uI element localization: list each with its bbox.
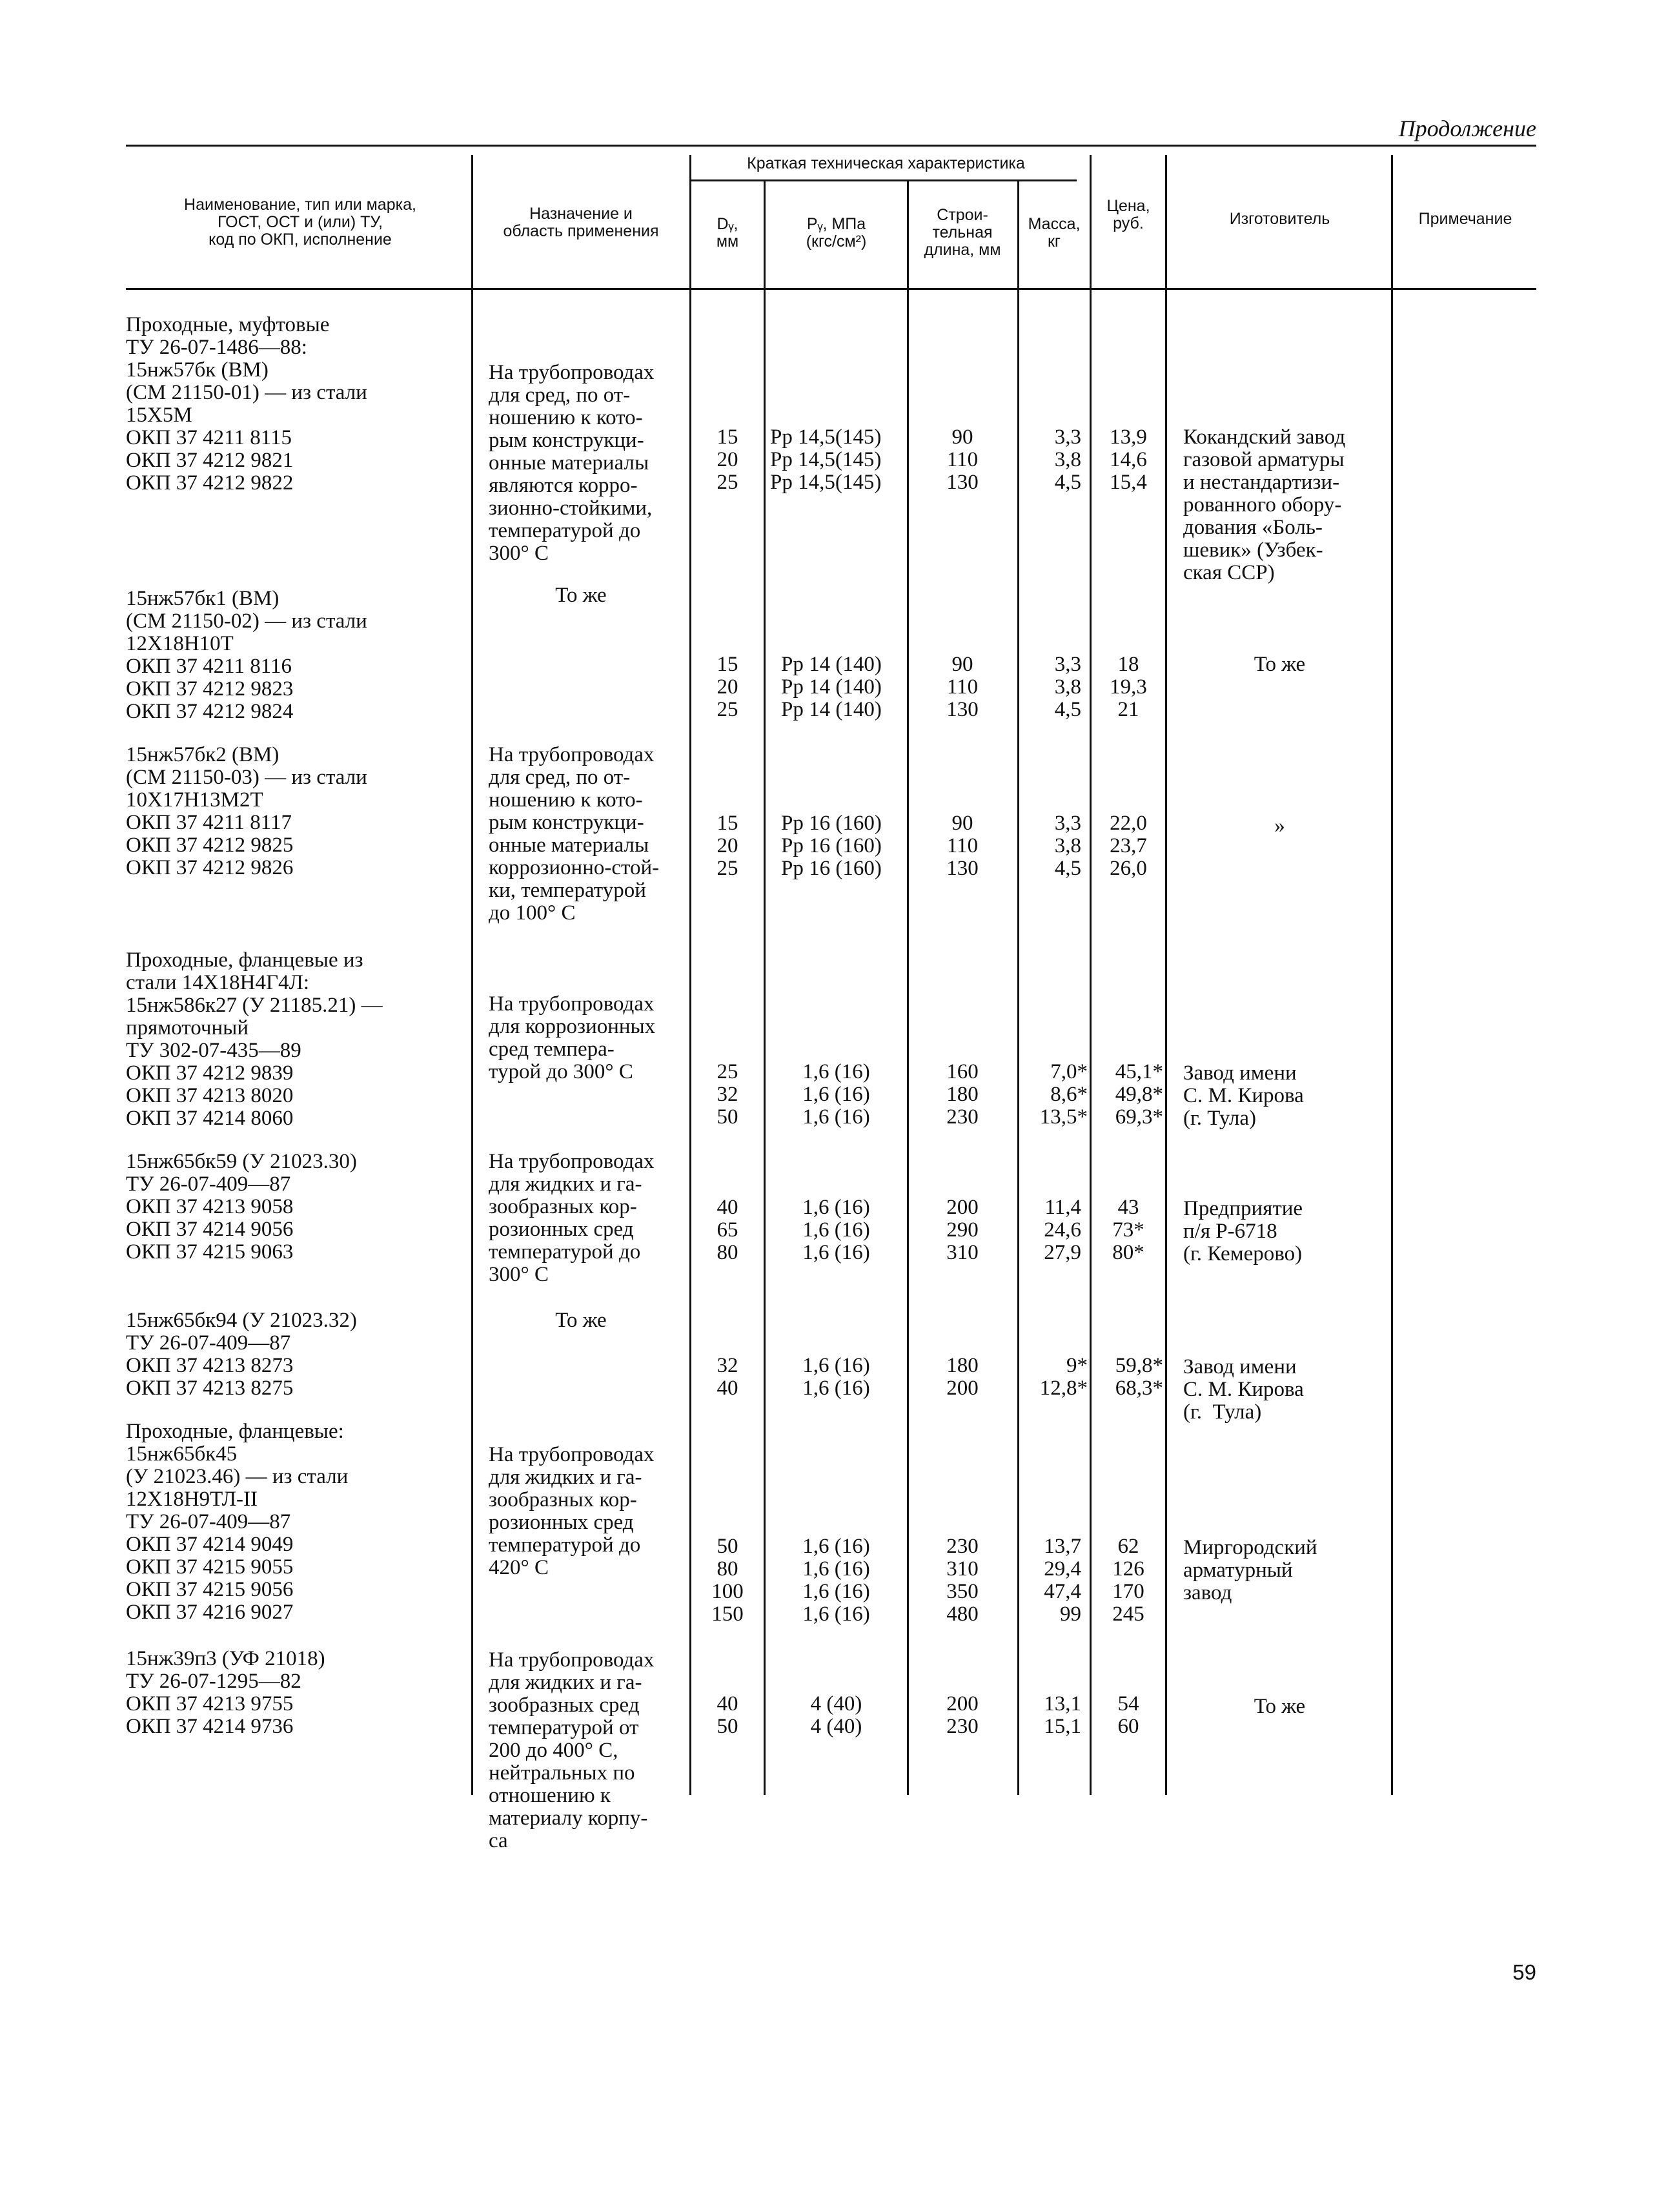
row7-name: Проходные, фланцевые: 15нж65бк45 (У 21023.46) — из стали 12Х18Н9ТЛ-II ТУ 26-07-409—87 ОКП 37 4214 9049 ОКП 37 4215 9055 ОКП 37 4215 9056 ОКП 37 4216 9027: [126, 1420, 349, 1624]
row2-length: 90 110 130: [946, 653, 979, 721]
row1-dy: 15 20 25: [717, 425, 738, 494]
row5-purpose: На трубопроводах для жидких и га- зообразных кор- розионных сред температурой до 300° С: [489, 1150, 655, 1286]
row1-name: Проходные, муфтовые ТУ 26-07-1486—88: 15нж57бк (ВМ) (СМ 21150-01) — из стали 15Х5М ОКП 37 4211 8115 ОКП 37 4212 9821 ОКП 37 4212 9822: [126, 313, 367, 495]
col-divider-8: [1391, 155, 1393, 1795]
col-divider-2: [689, 155, 691, 1795]
row6-mass: 9* 12,8*: [1039, 1354, 1088, 1400]
row4-name: Проходные, фланцевые из стали 14Х18Н4Г4Л: 15нж586к27 (У 21185.21) — прямоточный ТУ 302-07-435—89 ОКП 37 4212 9839 ОКП 37 4213 8020 ОКП 37 4214 8060: [126, 948, 383, 1130]
row7-py: 1,6 (16) 1,6 (16) 1,6 (16) 1,6 (16): [802, 1535, 870, 1626]
row7-mass: 13,7 29,4 47,4 99: [1044, 1535, 1081, 1626]
row5-name: 15нж65бк59 (У 21023.30) ТУ 26-07-409—87 ОКП 37 4213 9058 ОКП 37 4214 9056 ОКП 37 4215 9063: [126, 1150, 357, 1264]
row3-mass: 3,3 3,8 4,5: [1054, 812, 1081, 880]
row6-maker: Завод имени С. М. Кирова (г. Тула): [1183, 1355, 1304, 1424]
row3-purpose: На трубопроводах для сред, по от- ношению к кото- рым конструкци- онные материалы коррозионно-стой- ки, температурой до 100° С: [489, 743, 660, 925]
row4-py: 1,6 (16) 1,6 (16) 1,6 (16): [802, 1060, 870, 1129]
row8-price: 54 60: [1117, 1692, 1139, 1738]
row1-purpose: На трубопроводах для сред, по от- ношению к кото- рым конструкци- онные материалы являются корро- зионно-стойкими, температурой до 300° С: [489, 361, 655, 565]
row6-purpose: То же: [555, 1309, 607, 1332]
row4-price: 45,1* 49,8* 69,3*: [1115, 1060, 1163, 1129]
row8-py: 4 (40) 4 (40): [810, 1692, 862, 1738]
continuation-label: Продолжение: [1398, 116, 1536, 141]
header-py-col: Pᵧ, МПа (кгс/см²): [806, 215, 867, 251]
row1-maker: Кокандский завод газовой арматуры и нестандартизи- рованного обору- дования «Боль- шевик» (Узбек- ская ССР): [1183, 425, 1346, 584]
header-length-col: Строи- тельная длина, мм: [924, 206, 1001, 259]
col-divider-6: [1090, 155, 1092, 1795]
header-note-col: Примечание: [1418, 210, 1512, 228]
row4-mass: 7,0* 8,6* 13,5*: [1039, 1060, 1088, 1129]
row3-dy: 15 20 25: [717, 812, 738, 880]
row3-py: Рр 16 (160) Рр 16 (160) Рр 16 (160): [781, 812, 882, 880]
row6-py: 1,6 (16) 1,6 (16): [802, 1354, 870, 1400]
row3-price: 22,0 23,7 26,0: [1110, 812, 1147, 880]
header-tech-group: Краткая техническая характеристика: [747, 154, 1025, 172]
header-bottom-rule: [126, 288, 1536, 290]
row3-name: 15нж57бк2 (ВМ) (СМ 21150-03) — из стали 10Х17Н13М2Т ОКП 37 4211 8117 ОКП 37 4212 9825 ОКП 37 4212 9826: [126, 743, 367, 879]
col-divider-7: [1165, 155, 1167, 1795]
row6-dy: 32 40: [717, 1354, 738, 1400]
header-mass-col: Масса, кг: [1028, 215, 1081, 251]
row5-dy: 40 65 80: [717, 1196, 738, 1264]
row1-py: Рр 14,5(145) Рр 14,5(145) Рр 14,5(145): [770, 425, 882, 494]
row4-length: 160 180 230: [946, 1060, 979, 1129]
row8-dy: 40 50: [717, 1692, 738, 1738]
row3-maker: »: [1274, 814, 1285, 837]
col-divider-3: [764, 181, 766, 1795]
row5-mass: 11,4 24,6 27,9: [1044, 1196, 1081, 1264]
row7-length: 230 310 350 480: [946, 1535, 979, 1626]
row7-price: 62 126 170 245: [1112, 1535, 1144, 1626]
row6-name: 15нж65бк94 (У 21023.32) ТУ 26-07-409—87 ОКП 37 4213 8273 ОКП 37 4213 8275: [126, 1309, 357, 1400]
row2-mass: 3,3 3,8 4,5: [1054, 653, 1081, 721]
page-number: 59: [1512, 1960, 1536, 1984]
row8-mass: 13,1 15,1: [1044, 1692, 1081, 1738]
row5-length: 200 290 310: [946, 1196, 979, 1264]
row2-py: Рр 14 (140) Рр 14 (140) Рр 14 (140): [781, 653, 882, 721]
header-name-col: Наименование, тип или марка, ГОСТ, ОСТ и (или) ТУ, код по ОКП, исполнение: [184, 196, 416, 249]
row1-mass: 3,3 3,8 4,5: [1054, 425, 1081, 494]
table-top-rule: [126, 145, 1536, 147]
row8-purpose: На трубопроводах для жидких и га- зообразных сред температурой от 200 до 400° С, нейтральных по отношению к материалу корпу- са: [489, 1648, 655, 1852]
row5-price: 43 73* 80*: [1112, 1196, 1144, 1264]
row8-name: 15нж39п3 (УФ 21018) ТУ 26-07-1295—82 ОКП 37 4213 9755 ОКП 37 4214 9736: [126, 1647, 325, 1738]
row7-maker: Миргородский арматурный завод: [1183, 1536, 1317, 1604]
row2-name: 15нж57бк1 (ВМ) (СМ 21150-02) — из стали 12Х18Н10Т ОКП 37 4211 8116 ОКП 37 4212 9823 ОКП 37 4212 9824: [126, 587, 367, 723]
row3-length: 90 110 130: [946, 812, 979, 880]
row7-dy: 50 80 100 150: [711, 1535, 744, 1626]
row1-length: 90 110 130: [946, 425, 979, 494]
row2-purpose: То же: [555, 584, 607, 607]
row5-maker: Предприятие п/я Р-6718 (г. Кемерово): [1183, 1197, 1303, 1265]
row7-purpose: На трубопроводах для жидких и га- зообразных кор- розионных сред температурой до 420° С: [489, 1443, 655, 1579]
row4-purpose: На трубопроводах для коррозионных сред темпера- турой до 300° С: [489, 992, 656, 1083]
header-dy-col: Dᵧ, мм: [716, 215, 739, 251]
row1-price: 13,9 14,6 15,4: [1110, 425, 1147, 494]
row2-dy: 15 20 25: [717, 653, 738, 721]
row2-price: 18 19,3 21: [1110, 653, 1147, 721]
header-maker-col: Изготовитель: [1229, 210, 1330, 228]
header-purpose-col: Назначение и область применения: [503, 205, 659, 240]
row8-maker: То же: [1254, 1695, 1306, 1718]
row4-maker: Завод имени С. М. Кирова (г. Тула): [1183, 1061, 1304, 1130]
row8-length: 200 230: [946, 1692, 979, 1738]
row6-length: 180 200: [946, 1354, 979, 1400]
col-divider-1: [471, 155, 473, 1795]
header-price-col: Цена, руб.: [1106, 197, 1150, 232]
row2-maker: То же: [1254, 653, 1306, 676]
row6-price: 59,8* 68,3*: [1115, 1354, 1163, 1400]
row5-py: 1,6 (16) 1,6 (16) 1,6 (16): [802, 1196, 870, 1264]
row4-dy: 25 32 50: [717, 1060, 738, 1129]
